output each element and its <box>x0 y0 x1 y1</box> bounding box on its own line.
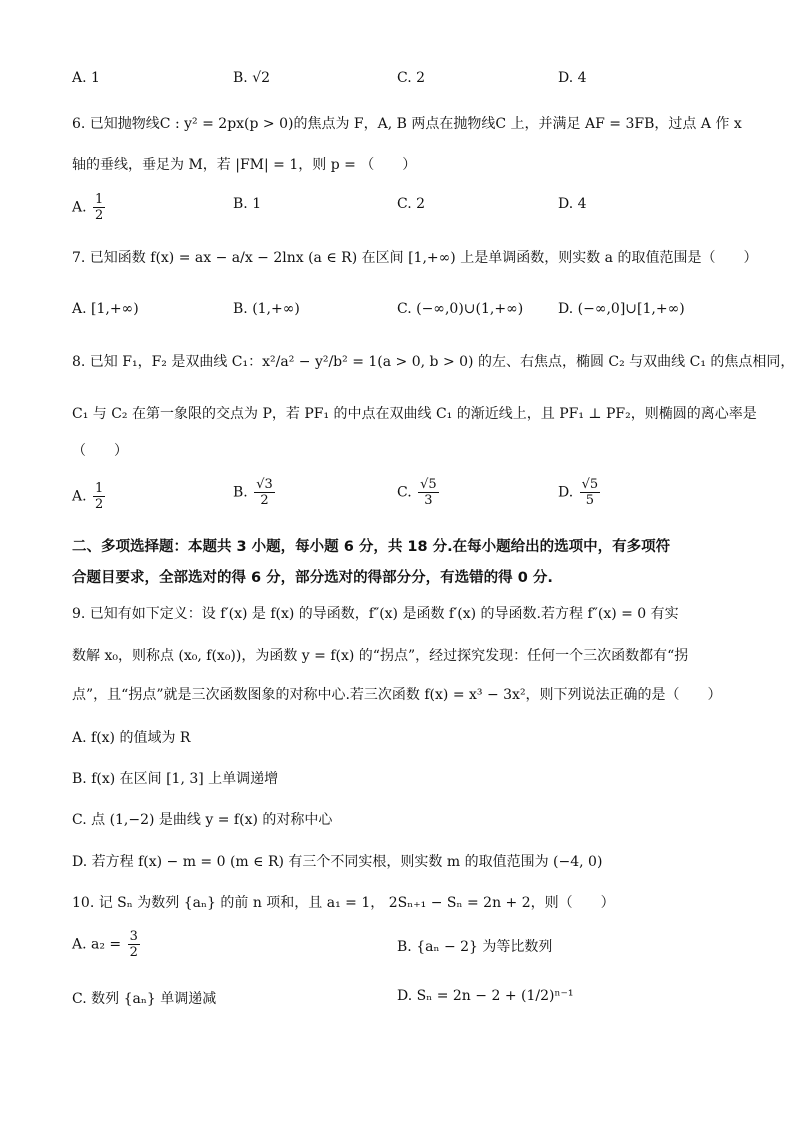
fraction-denominator: 3 <box>424 493 433 508</box>
fraction-numerator: √5 <box>420 477 437 492</box>
q8-option-d-label: D. <box>558 484 574 501</box>
q9-option-d[interactable]: D. 若方程 f(x) − m = 0 (m ∈ R) 有三个不同实根，则实数 m 的取值范围为 (−4, 0) <box>72 854 603 870</box>
q8-option-a-fraction <box>93 482 105 511</box>
q6-option-a-label: A. <box>72 199 87 216</box>
q5-option-a[interactable]: A. 1 <box>72 70 100 86</box>
q8-option-c-fraction <box>418 478 439 507</box>
q8-option-b-fraction <box>254 478 275 507</box>
q6-option-d[interactable]: D. 4 <box>558 196 587 212</box>
q8-option-a-label: A. <box>72 488 87 505</box>
q7-option-d[interactable]: D. (−∞,0]∪[1,+∞) <box>558 301 685 317</box>
q9-option-c[interactable]: C. 点 (1,−2) 是曲线 y = f(x) 的对称中心 <box>72 812 333 828</box>
q10-option-a[interactable] <box>72 930 142 959</box>
fraction-denominator: 5 <box>585 493 595 508</box>
q8-option-d-fraction <box>580 478 601 507</box>
section2-heading-line2: 合题目要求，全部选对的得 6 分，部分选对的得部分分，有选错的得 0 分. <box>72 570 553 586</box>
q7-option-c[interactable]: C. (−∞,0)∪(1,+∞) <box>397 301 524 317</box>
q6-option-b[interactable]: B. 1 <box>233 196 262 212</box>
q5-option-d[interactable]: D. 4 <box>558 70 587 86</box>
q8-option-c-label: C. <box>397 484 412 501</box>
q8-option-b-label: B. <box>233 484 248 501</box>
q5-option-b[interactable]: B. √2 <box>233 70 271 86</box>
q9-option-b[interactable]: B. f(x) 在区间 [1, 3] 上单调递增 <box>72 771 279 787</box>
q10-stem: 10. 记 Sₙ 为数列 {aₙ} 的前 n 项和，且 a₁ = 1， 2Sₙ₊₁ − Sₙ = 2n + 2，则（ ） <box>72 895 615 911</box>
fraction-denominator: 2 <box>129 945 138 960</box>
q5-option-c[interactable]: C. 2 <box>397 70 426 86</box>
fraction-numerator: √3 <box>256 477 273 492</box>
q7-stem: 7. 已知函数 f(x) = ax − a/x − 2lnx (a ∈ R) 在区间 [1,+∞) 上是单调函数，则实数 a 的取值范围是（ ） <box>72 250 758 266</box>
q6-stem-line1: 6. 已知抛物线C : y² = 2px(p > 0)的焦点为 F，A, B 两点在抛物线C 上，并满足 AF = 3FB，过点 A 作 x <box>72 116 742 132</box>
q9-stem-line3: 点”，且“拐点”就是三次函数图象的对称中心.若三次函数 f(x) = x³ − 3x²，则下列说法正确的是（ ） <box>72 687 722 703</box>
q10-option-a-fraction <box>128 930 140 959</box>
fraction-denominator: 2 <box>260 493 269 508</box>
q8-option-a[interactable] <box>72 482 107 511</box>
q8-option-c[interactable] <box>397 478 441 507</box>
q6-stem-line2: 轴的垂线，垂足为 M，若 |FM| = 1，则 p = （ ） <box>72 157 417 173</box>
q7-option-a[interactable]: A. [1,+∞) <box>72 301 139 317</box>
fraction-numerator: 1 <box>95 481 104 496</box>
fraction-numerator: 3 <box>129 929 138 944</box>
q10-option-b[interactable]: B. {aₙ − 2} 为等比数列 <box>397 939 553 955</box>
fraction-numerator: √5 <box>581 477 599 492</box>
q10-option-c[interactable]: C. 数列 {aₙ} 单调递减 <box>72 991 217 1007</box>
q8-stem-line2: C₁ 与 C₂ 在第一象限的交点为 P，若 PF₁ 的中点在双曲线 C₁ 的渐近线上，且 PF₁ ⊥ PF₂，则椭圆的离心率是 <box>72 406 757 422</box>
q7-option-b[interactable]: B. (1,+∞) <box>233 301 300 317</box>
q6-option-a[interactable] <box>72 193 107 222</box>
q8-stem-line3: （ ） <box>72 443 128 459</box>
fraction-denominator: 2 <box>95 208 104 223</box>
q6-option-c[interactable]: C. 2 <box>397 196 426 212</box>
q10-option-d[interactable]: D. Sₙ = 2n − 2 + (1/2)ⁿ⁻¹ <box>397 988 574 1004</box>
q8-stem-line1: 8. 已知 F₁，F₂ 是双曲线 C₁：x²/a² − y²/b² = 1(a > 0, b > 0) 的左、右焦点，椭圆 C₂ 与双曲线 C₁ 的焦点相同， <box>72 354 794 370</box>
fraction-denominator: 2 <box>95 497 104 512</box>
q8-option-b[interactable] <box>233 478 277 507</box>
q9-stem-line1: 9. 已知有如下定义：设 f′(x) 是 f(x) 的导函数，f″(x) 是函数 f′(x) 的导函数.若方程 f″(x) = 0 有实 <box>72 606 679 622</box>
fraction-numerator: 1 <box>95 192 104 207</box>
q9-option-a[interactable]: A. f(x) 的值域为 R <box>72 730 191 746</box>
q9-stem-line2: 数解 x₀，则称点 (x₀, f(x₀))，为函数 y = f(x) 的“拐点”，经过探究发现：任何一个三次函数都有“拐 <box>72 648 689 664</box>
q10-option-a-label: A. a₂ = <box>72 936 122 953</box>
section2-heading-line1: 二、多项选择题：本题共 3 小题，每小题 6 分，共 18 分.在每小题给出的选项中，有多项符 <box>72 539 671 555</box>
q8-option-d[interactable] <box>558 478 602 507</box>
q6-option-a-fraction <box>93 193 105 222</box>
